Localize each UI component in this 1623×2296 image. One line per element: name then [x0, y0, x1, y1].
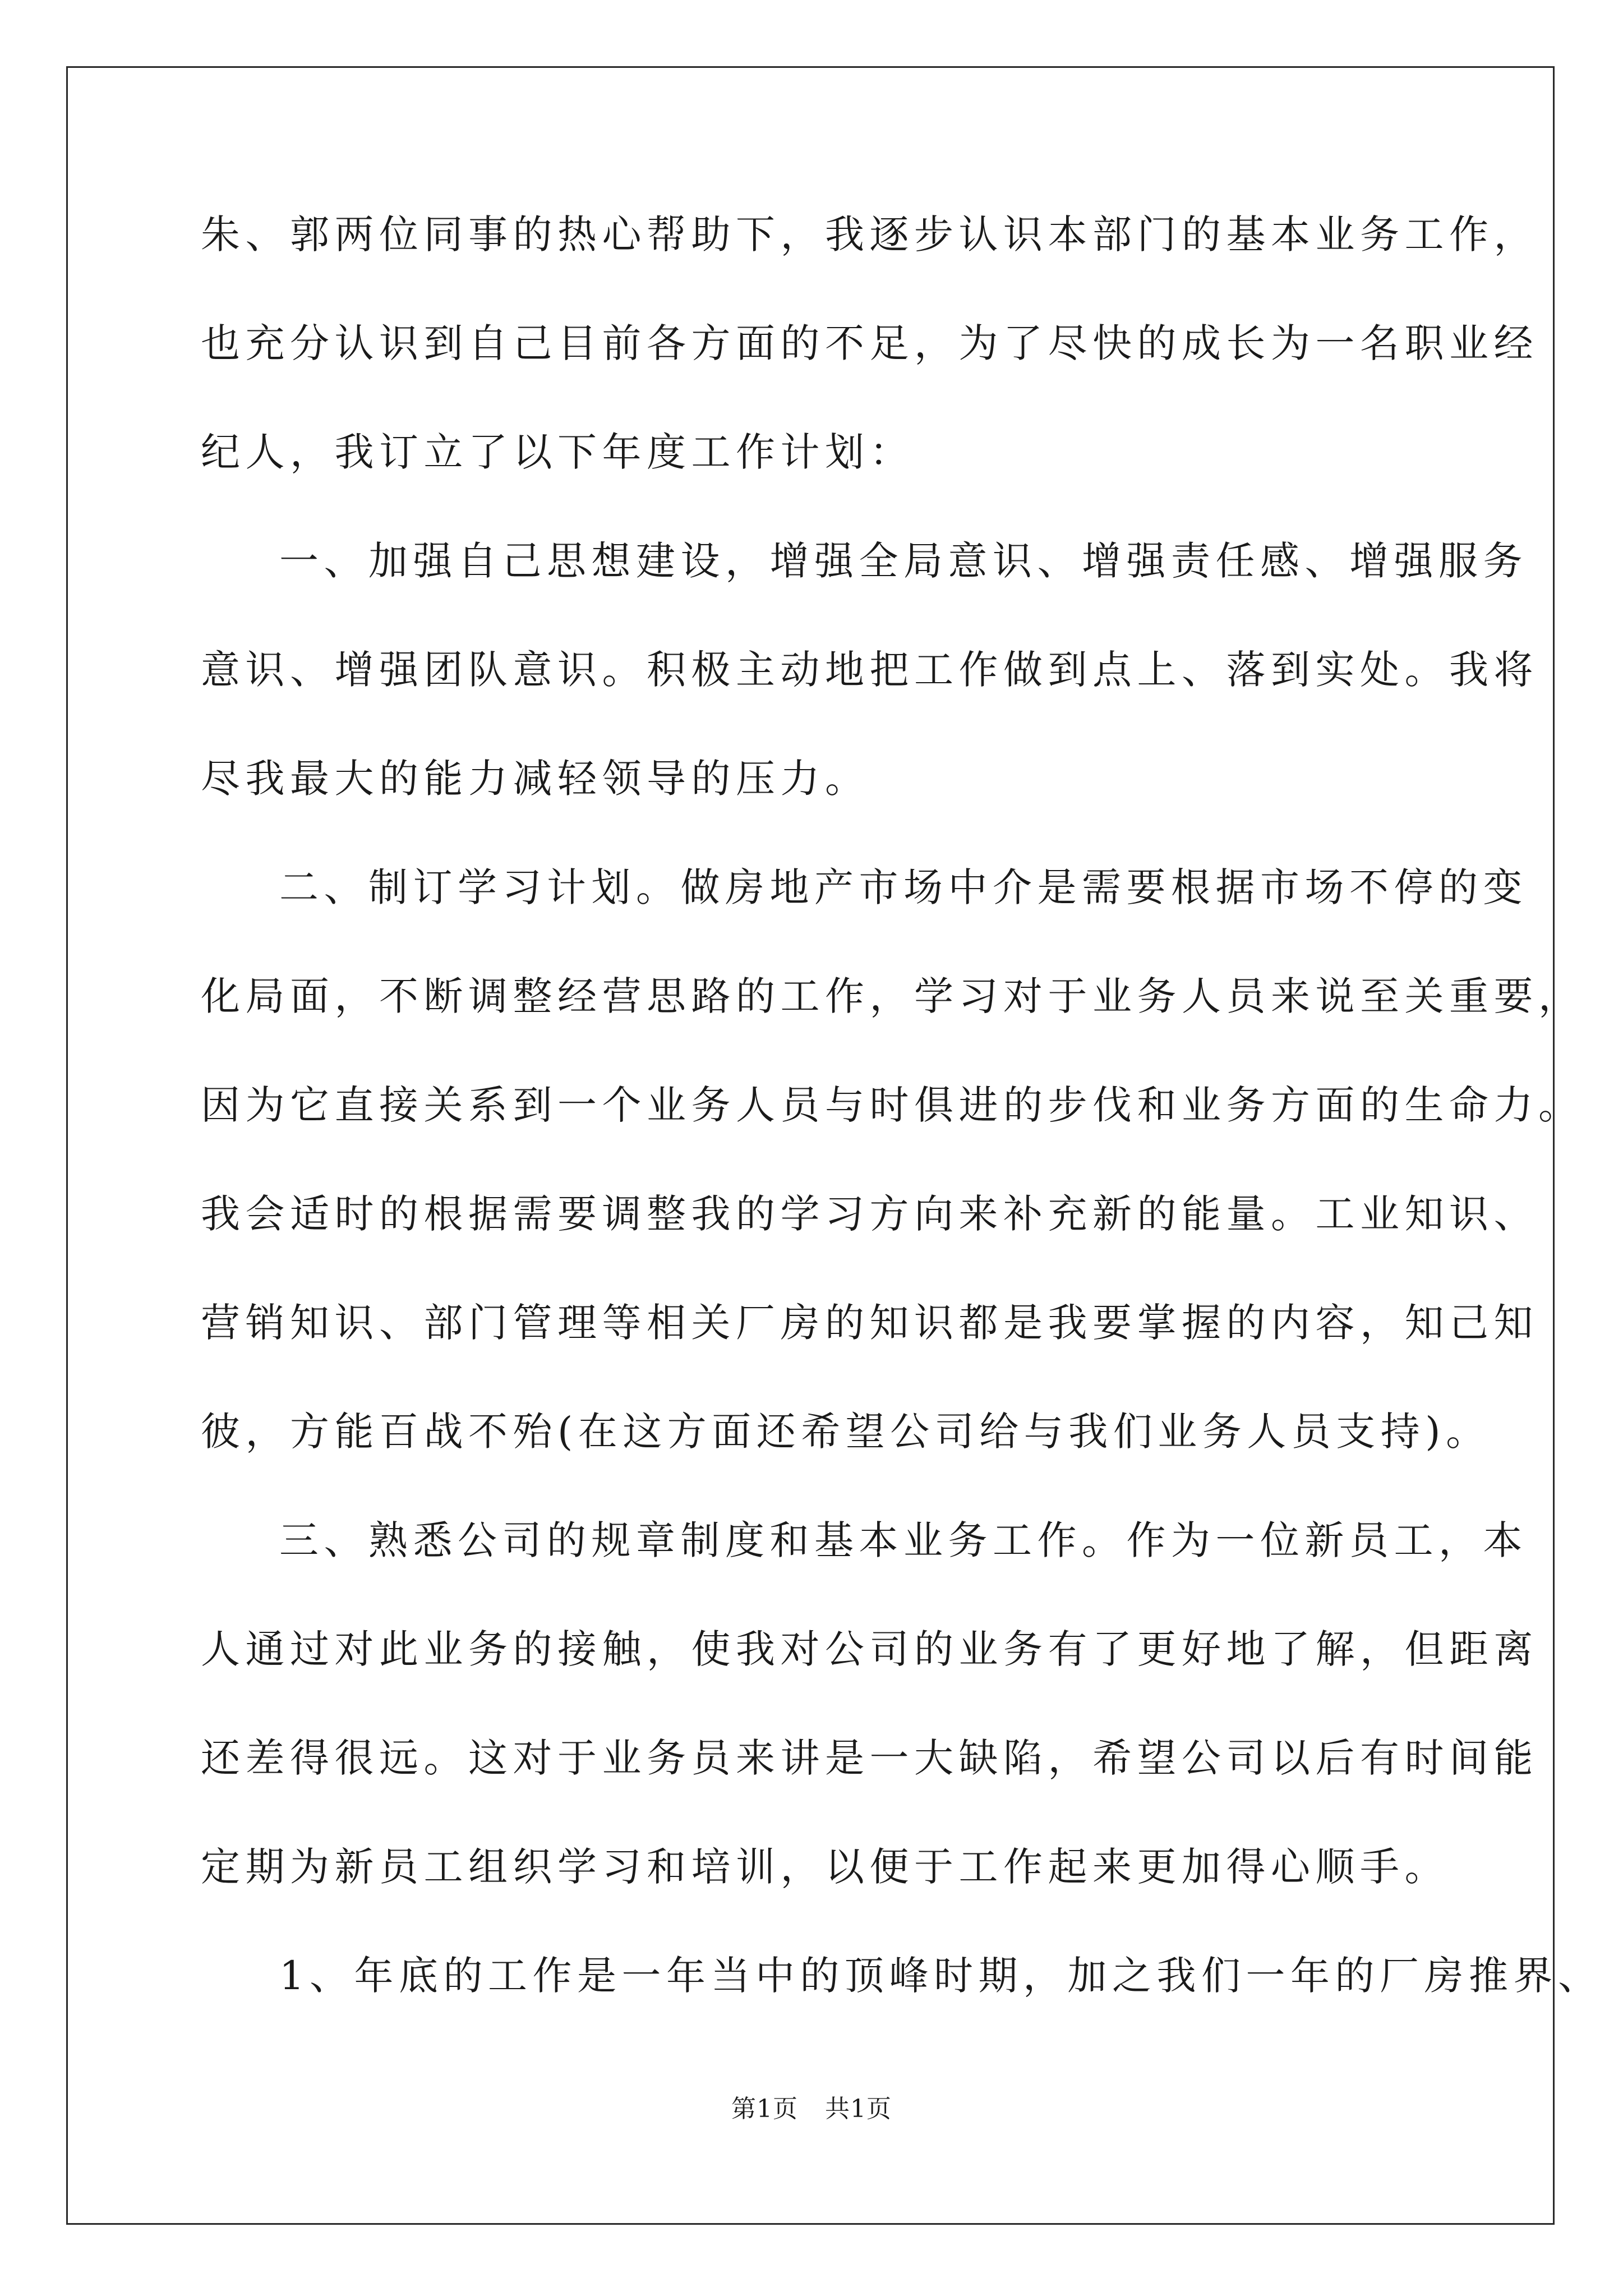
- text-line: 彼，方能百战不殆(在这方面还希望公司给与我们业务人员支持)。: [201, 1409, 1491, 1455]
- paragraph-start-line: 三、熟悉公司的规章制度和基本业务工作。作为一位新员工，本: [279, 1517, 1528, 1563]
- page-count: 共1页: [825, 2095, 892, 2123]
- text-line: 人通过对此业务的接触，使我对公司的业务有了更好地了解，但距离: [201, 1626, 1538, 1672]
- text-line: 营销知识、部门管理等相关厂房的知识都是我要掌握的内容，知己知: [201, 1300, 1538, 1346]
- text-line: 朱、郭两位同事的热心帮助下，我逐步认识本部门的基本业务工作，: [201, 211, 1538, 257]
- page-number: 第1页: [731, 2095, 798, 2123]
- text-line: 定期为新员工组织学习和培训，以便于工作起来更加得心顺手。: [201, 1844, 1449, 1890]
- text-line: 还差得很远。这对于业务员来讲是一大缺陷，希望公司以后有时间能: [201, 1735, 1538, 1781]
- text-line: 也充分认识到自己目前各方面的不足，为了尽快的成长为一名职业经: [201, 320, 1538, 366]
- page-footer: [0, 2092, 1623, 2126]
- text-line: 化局面，不断调整经营思路的工作，学习对于业务人员来说至关重要，: [201, 973, 1583, 1019]
- text-line: 我会适时的根据需要调整我的学习方向来补充新的能量。工业知识、: [201, 1191, 1538, 1237]
- paragraph-start-line: 一、加强自己思想建设，增强全局意识、增强责任感、增强服务: [279, 538, 1528, 584]
- text-line: 意识、增强团队意识。积极主动地把工作做到点上、落到实处。我将: [201, 647, 1538, 693]
- paragraph-start-line: 二、制订学习计划。做房地产市场中介是需要根据市场不停的变: [279, 864, 1528, 910]
- paragraph-start-line: 1、年底的工作是一年当中的顶峰时期，加之我们一年的厂房推界、: [279, 1953, 1603, 1999]
- text-line: 因为它直接关系到一个业务人员与时俱进的步伐和业务方面的生命力。: [201, 1082, 1583, 1128]
- page-frame: [66, 66, 1603, 2225]
- text-line: 尽我最大的能力减轻领导的压力。: [201, 756, 870, 802]
- text-line: 纪人，我订立了以下年度工作计划：: [201, 429, 914, 475]
